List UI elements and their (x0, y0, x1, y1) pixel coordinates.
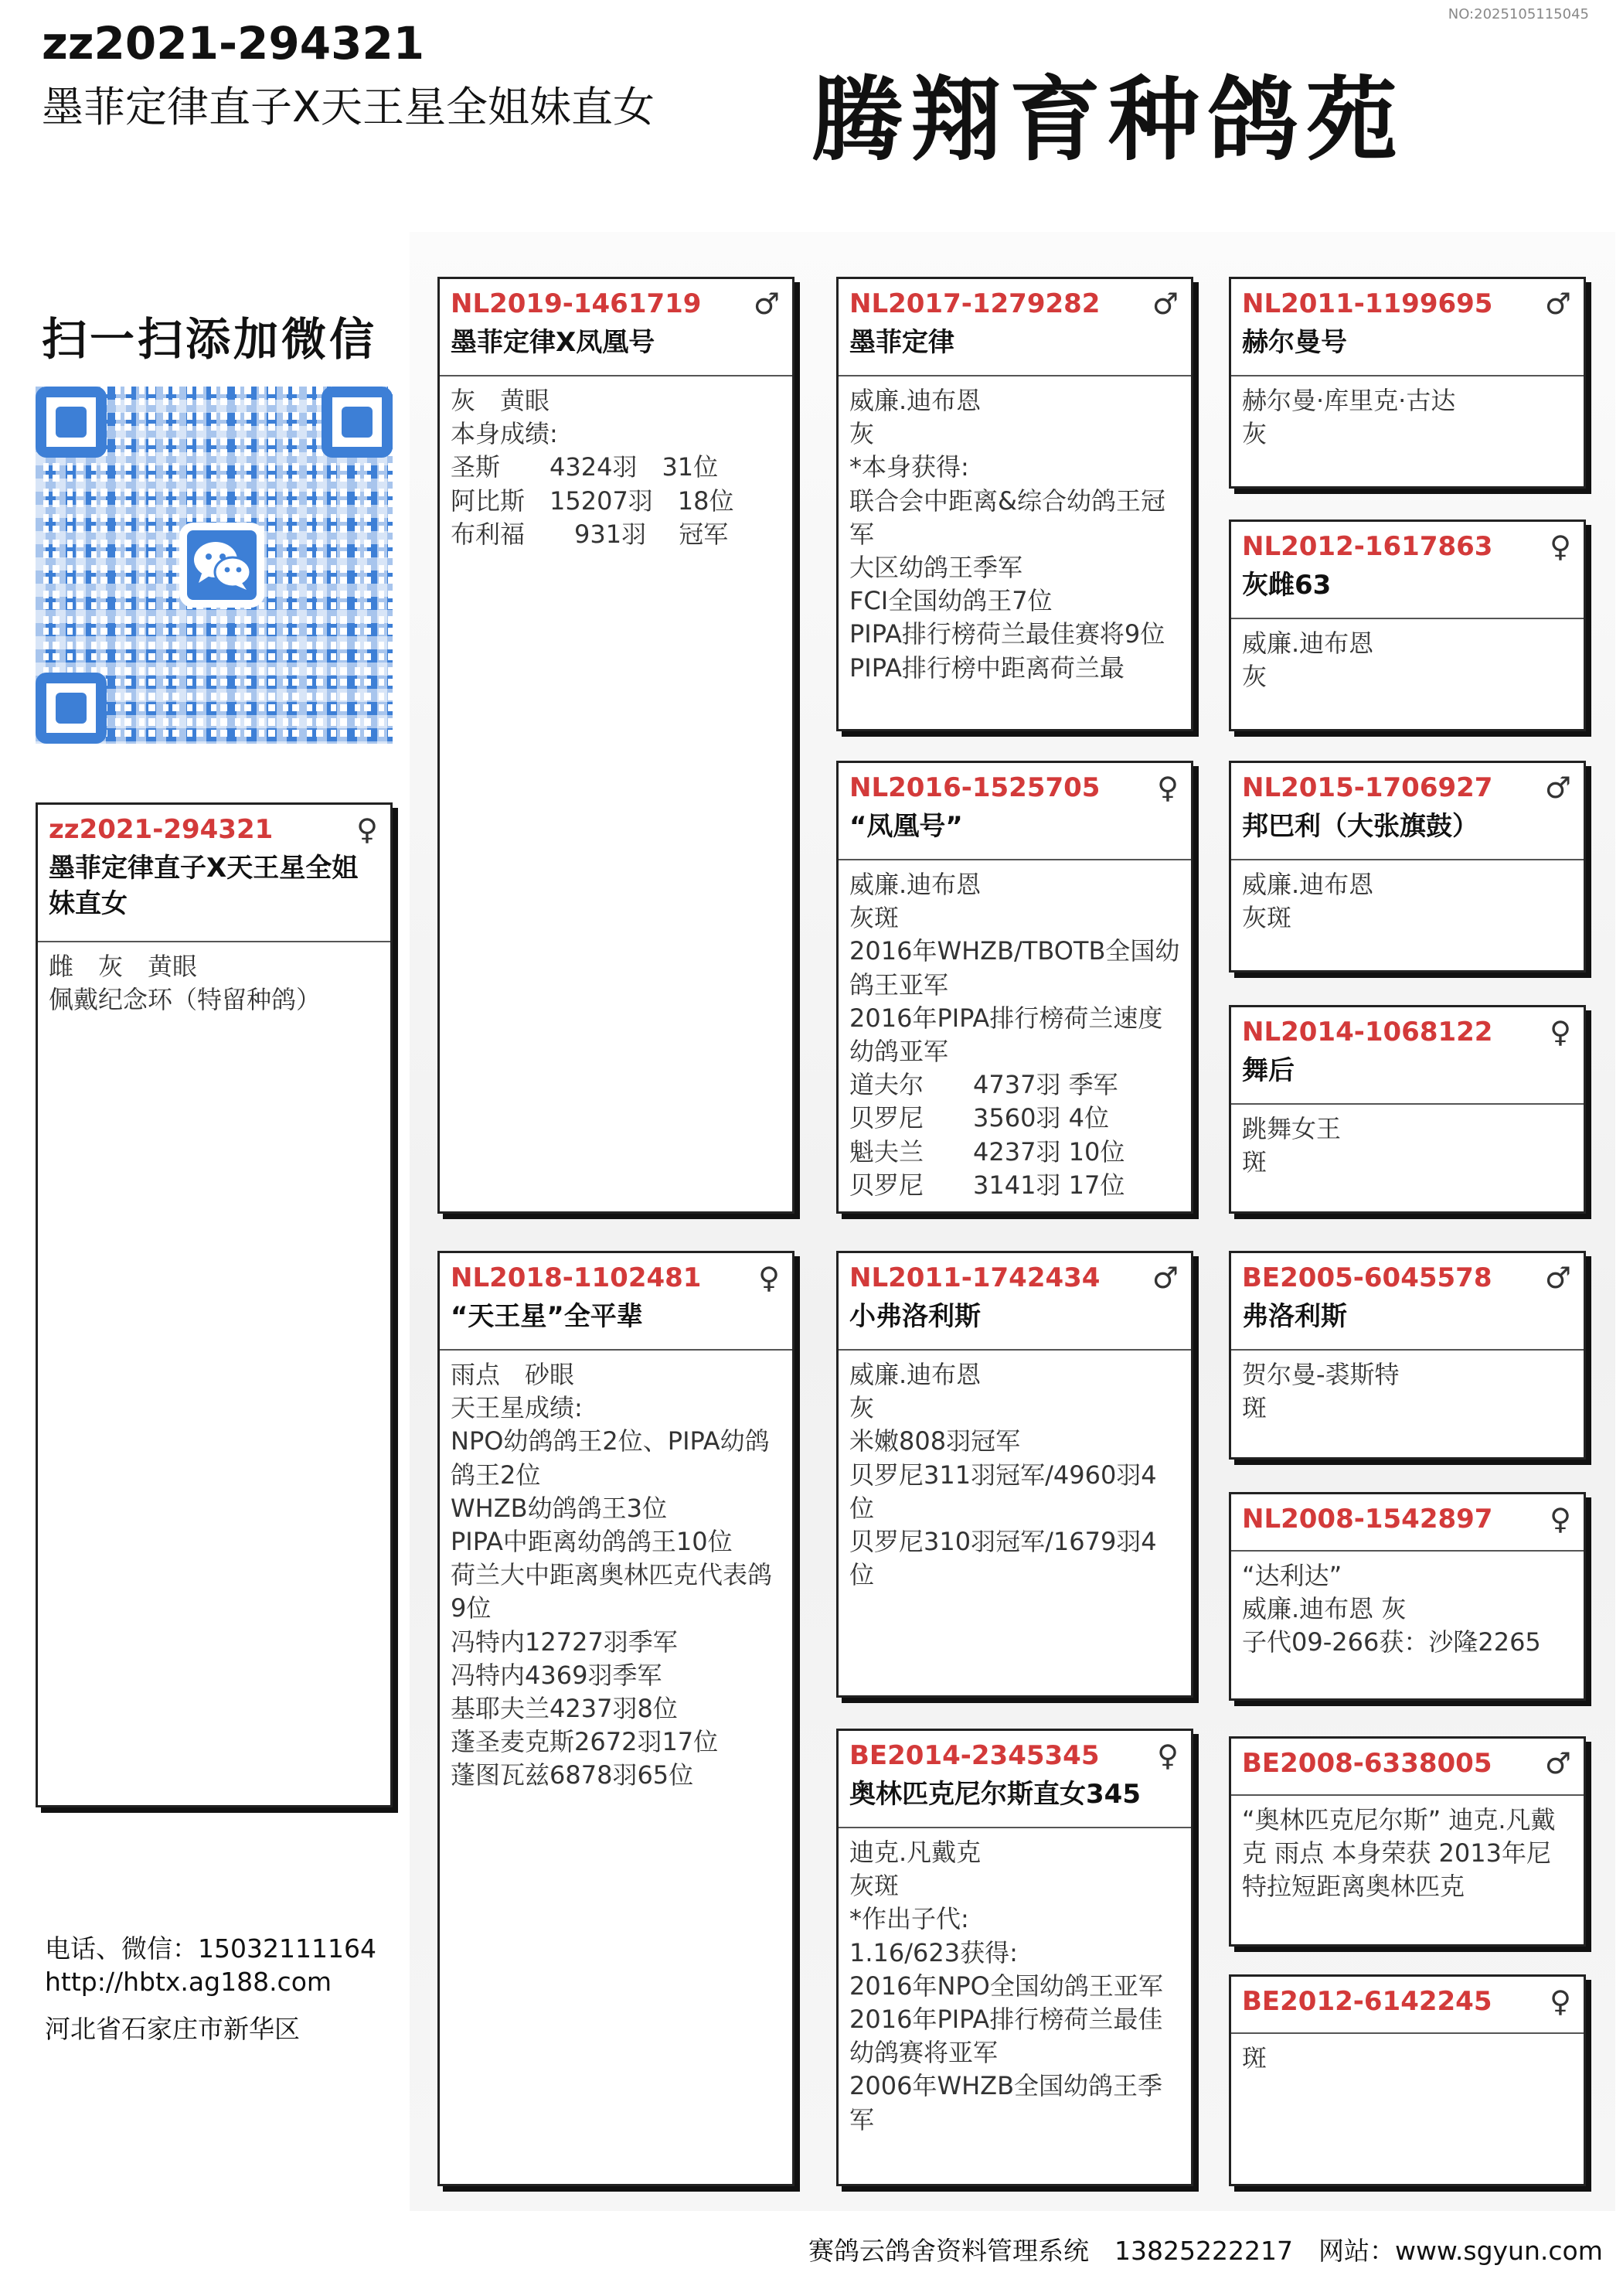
info-line: 2006年WHZB全国幼鸽王季军 (849, 2071, 1163, 2134)
info-line: 贝罗尼311羽冠军/4960羽4位 (849, 1460, 1157, 1523)
info-line: 联合会中距离&综合幼鸽王冠军 (849, 485, 1165, 549)
male-icon: ♂ (1152, 287, 1179, 321)
info-line: PIPA排行榜中距离荷兰最 (849, 652, 1125, 683)
ring-number: NL2008-1542897 (1242, 1504, 1493, 1535)
website-link[interactable]: http://hbtx.ag188.com (45, 1966, 332, 1997)
info-line: 威廉.迪布恩 (1242, 629, 1374, 658)
info-line: 赫尔曼·库里克·古达 (1242, 386, 1456, 415)
info-line: 贝罗尼310羽冠军/1679羽4位 (849, 1526, 1157, 1590)
male-icon: ♂ (1544, 771, 1571, 805)
footer-text: 赛鸽云鸽舍资料管理系统 13825222217 网站：www.sgyun.com (808, 2236, 1603, 2266)
info-line: 道夫尔 4737羽 季军 (849, 1070, 1118, 1100)
female-icon: ♀ (758, 1261, 780, 1295)
info-line: 蓬图瓦兹6878羽65位 (451, 1760, 694, 1790)
pedigree-card-dam[interactable] (437, 1251, 794, 2186)
info-line: 灰 (849, 419, 875, 449)
info-line: PIPA排行榜荷兰最佳赛将9位 (849, 619, 1165, 649)
ring-number: zz2021-294321 (49, 814, 274, 845)
address: 河北省石家庄市新华区 (45, 2013, 300, 2044)
info-line: 斑 (1242, 1393, 1267, 1423)
info-line: 贝罗尼 3141羽 17位 (849, 1170, 1125, 1200)
pedigree-card-dss[interactable] (1229, 1251, 1586, 1460)
male-icon: ♂ (1544, 287, 1571, 321)
info-line: 荷兰大中距离奥林匹克代表鸽9位 (451, 1560, 773, 1623)
info-line: 大区幼鸽王季军 (849, 552, 1023, 582)
info-line: 米嫩808羽冠军 (849, 1426, 1021, 1456)
info-line: 1.16/623获得: (849, 1937, 1018, 1967)
info-line: “奥林匹克尼尔斯” 迪克.凡戴克 雨点 本身荣获 2013年尼特拉短距离奥林匹克 (1242, 1805, 1556, 1902)
info-line: *作出子代: (849, 1904, 969, 1934)
ring-number: NL2017-1279282 (849, 288, 1101, 319)
pedigree-card-ssd[interactable] (1229, 519, 1586, 731)
info-line: 魁夫兰 4237羽 10位 (849, 1136, 1125, 1167)
info-line: 灰斑 (849, 903, 900, 933)
info-line: 雌 灰 黄眼 (49, 952, 198, 981)
info-line: 威廉.迪布恩 (1242, 870, 1374, 899)
info-line: 2016年PIPA排行榜荷兰最佳幼鸽赛将亚军 (849, 2004, 1163, 2068)
bird-name: 赫尔曼号 (1242, 327, 1347, 358)
bird-name: 墨菲定律X凤凰号 (451, 327, 655, 358)
ring-number: BE2005-6045578 (1242, 1262, 1492, 1293)
info-line: 冯特内4369羽季军 (451, 1660, 662, 1690)
pedigree-card-sire-dam[interactable] (836, 761, 1193, 1214)
ring-number: BE2008-6338005 (1242, 1748, 1492, 1779)
loft-name: 腾翔育种鸽苑 (812, 66, 1406, 173)
info-line: 威廉.迪布恩 (849, 870, 982, 899)
bird-name: “天王星”全平辈 (451, 1301, 643, 1332)
info-line: 雨点 砂眼 (451, 1360, 575, 1389)
female-icon: ♀ (1550, 1015, 1571, 1049)
bird-name: 灰雌63 (1242, 570, 1332, 601)
female-icon: ♀ (1550, 1984, 1571, 2018)
info-line: 跳舞女王 (1242, 1114, 1342, 1143)
contact-info (45, 1933, 376, 2046)
pedigree-card-sds[interactable] (1229, 761, 1586, 973)
pedigree-card-dam-dam[interactable] (836, 1729, 1193, 2186)
ring-number: NL2019-1461719 (451, 288, 702, 319)
bird-name: 邦巴利（大张旗鼓） (1242, 811, 1478, 842)
ring-number: NL2018-1102481 (451, 1262, 702, 1293)
info-line: 本身成绩: (451, 419, 558, 449)
bird-name: 奥林匹克尼尔斯直女345 (849, 1779, 1141, 1810)
info-line: 威廉.迪布恩 (849, 1360, 982, 1389)
pedigree-card-sss[interactable] (1229, 277, 1586, 489)
info-line: 灰斑 (849, 1871, 900, 1901)
male-icon: ♂ (1544, 1746, 1571, 1780)
pedigree-card-sire-sire[interactable] (836, 277, 1193, 731)
male-icon: ♂ (1544, 1261, 1571, 1295)
wechat-icon (179, 523, 264, 608)
bird-name: 舞后 (1242, 1055, 1295, 1086)
info-line: 灰 (1242, 662, 1267, 692)
info-line: 阿比斯 15207羽 18位 (451, 485, 734, 516)
info-line: 灰 黄眼 (451, 386, 550, 415)
info-line: 子代09-266获：沙隆2265 (1242, 1627, 1541, 1657)
ring-number: NL2014-1068122 (1242, 1017, 1493, 1048)
info-line: 2016年NPO全国幼鸽王亚军 (849, 1971, 1163, 2001)
pedigree-card-sire[interactable] (437, 277, 794, 1214)
qr-finder-icon (36, 387, 107, 458)
info-line: 基耶夫兰4237羽8位 (451, 1693, 678, 1723)
pedigree-card-sdd[interactable] (1229, 1005, 1586, 1214)
info-line: 佩戴纪念环（特留种鸽） (49, 985, 322, 1015)
wechat-qr-code[interactable] (36, 387, 393, 744)
ring-number: BE2014-2345345 (849, 1740, 1100, 1771)
phone[interactable]: 电话、微信：15032111164 (45, 1933, 376, 1964)
female-icon: ♀ (1550, 1502, 1571, 1536)
info-line: *本身获得: (849, 452, 969, 482)
female-icon: ♀ (1157, 771, 1179, 805)
bird-name: “凤凰号” (849, 811, 963, 842)
info-line: 圣斯 4324羽 31位 (451, 452, 719, 482)
ring-number: NL2016-1525705 (849, 772, 1101, 803)
pedigree-card-subject[interactable] (36, 802, 393, 1807)
ring-number: NL2011-1742434 (849, 1262, 1101, 1293)
ring-number: NL2011-1199695 (1242, 288, 1493, 319)
info-line: 贝罗尼 3560羽 4位 (849, 1103, 1109, 1133)
female-icon: ♀ (1157, 1739, 1179, 1773)
ring-number: NL2012-1617863 (1242, 531, 1493, 562)
pedigree-card-dds[interactable] (1229, 1736, 1586, 1947)
qr-finder-icon (36, 673, 107, 744)
ring-number: NL2015-1706927 (1242, 772, 1493, 803)
info-line: 冯特内12727羽季军 (451, 1627, 678, 1657)
male-icon: ♂ (753, 287, 780, 321)
info-line: 威廉.迪布恩 (849, 386, 982, 415)
info-line: 蓬圣麦克斯2672羽17位 (451, 1727, 719, 1757)
bird-name: 弗洛利斯 (1242, 1301, 1347, 1332)
info-line: 天王星成绩: (451, 1393, 583, 1423)
info-line: 灰 (1242, 419, 1267, 449)
bird-name: 墨菲定律 (849, 327, 954, 358)
pedigree-card-dsd[interactable] (1229, 1492, 1586, 1701)
info-line: 灰斑 (1242, 903, 1292, 933)
info-line: 2016年PIPA排行榜荷兰速度幼鸽亚军 (849, 1003, 1163, 1066)
main-bird-name: 墨菲定律直子X天王星全姐妹直女 (42, 83, 655, 131)
info-line: WHZB幼鸽鸽王3位 (451, 1493, 667, 1523)
qr-finder-icon (322, 387, 393, 458)
document-number: NO:2025105115045 (1448, 6, 1589, 22)
female-icon: ♀ (1550, 530, 1571, 564)
info-line: 2016年WHZB/TBOTB全国幼鸽王亚军 (849, 936, 1180, 1000)
male-icon: ♂ (1152, 1261, 1179, 1295)
ring-number: BE2012-6142245 (1242, 1986, 1492, 2017)
info-line: 威廉.迪布恩 灰 (1242, 1594, 1407, 1624)
info-line: 灰 (849, 1393, 875, 1423)
info-line: 迪克.凡戴克 (849, 1838, 982, 1867)
bird-name: 小弗洛利斯 (849, 1301, 981, 1332)
info-line: NPO幼鸽鸽王2位、PIPA幼鸽鸽王2位 (451, 1426, 770, 1490)
main-ring-number: zz2021-294321 (42, 17, 425, 70)
info-line: “达利达” (1242, 1561, 1342, 1590)
info-line: 斑 (1242, 1147, 1267, 1177)
female-icon: ♀ (356, 812, 378, 847)
scan-label: 扫一扫添加微信 (42, 313, 378, 366)
info-line: FCI全国幼鸽王7位 (849, 586, 1053, 616)
pedigree-card-dam-sire[interactable] (836, 1251, 1193, 1698)
bird-name: 墨菲定律直子X天王星全姐妹直女 (49, 853, 359, 919)
info-line: 布利福 931羽 冠军 (451, 519, 729, 549)
pedigree-card-ddd[interactable] (1229, 1974, 1586, 2186)
info-line: 贺尔曼-裘斯特 (1242, 1360, 1400, 1389)
info-line: 斑 (1242, 2043, 1267, 2073)
info-line: PIPA中距离幼鸽鸽王10位 (451, 1526, 733, 1556)
